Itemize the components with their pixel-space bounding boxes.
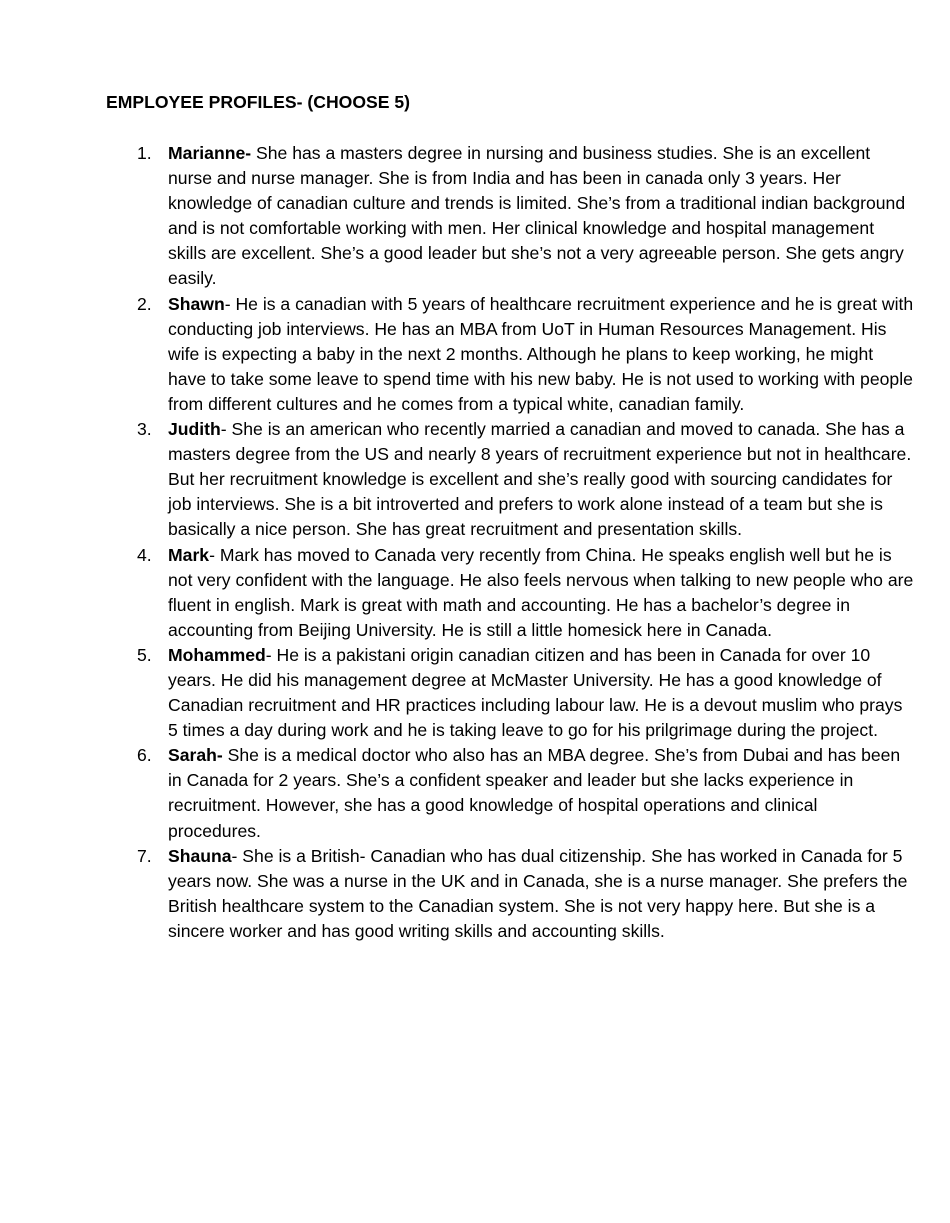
employee-name: Judith bbox=[168, 419, 221, 440]
employee-description: She has a masters degree in nursing and business studies. She is an excellent nurse and nurse manager. She is from India and has been in canada only 3 years. Her knowledge of canadian culture and trends is limited. She’s from a traditional indian background and is not comfortable working with men. Her clinical knowledge and hospital management skills are excellent. She’s a good leader but she’s not a very agreeable person. She gets angry easily. bbox=[168, 143, 906, 289]
list-number: 6. bbox=[137, 745, 152, 766]
profile-item-mohammed bbox=[0, 643, 914, 743]
employee-name: Shawn bbox=[168, 293, 225, 314]
employee-name: Mark bbox=[168, 544, 210, 565]
employee-description: - She is a British- Canadian who has dual citizenship. She has worked in Canada for 5 years now. She was a nurse in the UK and in Canada, she is a nurse manager. She prefers the British healthcare system to the Canadian system. She is not very happy here. But she is a sincere worker and has good writing skills and accounting skills. bbox=[168, 845, 908, 941]
list-number: 5. bbox=[137, 644, 152, 665]
list-number: 4. bbox=[137, 544, 152, 565]
employee-name: Sarah- bbox=[168, 745, 223, 766]
page-title: EMPLOYEE PROFILES- (CHOOSE 5) bbox=[106, 92, 411, 112]
employee-description: - He is a pakistani origin canadian citizen and has been in Canada for over 10 years. He did his management degree at McMaster University. He has a good knowledge of Canadian recruitment and HR practices including labour law. He is a devout muslim who prays 5 times a day during work and he is taking leave to go for his prilgrimage during the project. bbox=[168, 644, 903, 741]
profile-item-marianne bbox=[0, 141, 914, 292]
employee-description: - Mark has moved to Canada very recently from China. He speaks english well but he is not very confident with the language. He also feels nervous when talking to new people who are fluent in english. Mark is great with math and accounting. He has a bachelor’s degree in accounting from Beijing University. He is still a little homesick here in Canada. bbox=[168, 544, 914, 640]
employee-profile-list bbox=[0, 141, 950, 944]
employee-name: Shauna bbox=[168, 845, 232, 866]
profile-item-mark bbox=[0, 543, 914, 643]
list-number: 7. bbox=[137, 845, 152, 866]
profile-item-shauna bbox=[0, 844, 914, 944]
employee-description: She is a medical doctor who also has an MBA degree. She’s from Dubai and has been in Canada for 2 years. She’s a confident speaker and leader but she lacks experience in recruitment. However, she has a good knowledge of hospital operations and clinical procedures. bbox=[168, 745, 901, 841]
employee-name: Mohammed bbox=[168, 644, 266, 665]
employee-description: - He is a canadian with 5 years of healthcare recruitment experience and he is great with conducting job interviews. He has an MBA from UoT in Human Resources Management. His wife is expecting a baby in the next 2 months. Although he plans to keep working, he might have to take some leave to spend time with his new baby. He is not used to working with people from different cultures and he comes from a typical white, canadian family. bbox=[168, 293, 914, 414]
list-number: 1. bbox=[137, 143, 152, 163]
list-number: 2. bbox=[137, 293, 152, 314]
profile-item-sarah bbox=[0, 743, 914, 843]
profile-item-shawn bbox=[0, 292, 914, 417]
employee-description: - She is an american who recently married a canadian and moved to canada. She has a masters degree from the US and nearly 8 years of recruitment experience but not in healthcare. But her recruitment knowledge is excellent and she’s really good with sourcing candidates for job interviews. She is a bit introverted and prefers to work alone instead of a team but she is basically a nice person. She has great recruitment and presentation skills. bbox=[168, 419, 912, 540]
employee-name: Marianne- bbox=[168, 143, 252, 163]
profile-item-judith bbox=[0, 417, 914, 542]
list-number: 3. bbox=[137, 419, 152, 440]
